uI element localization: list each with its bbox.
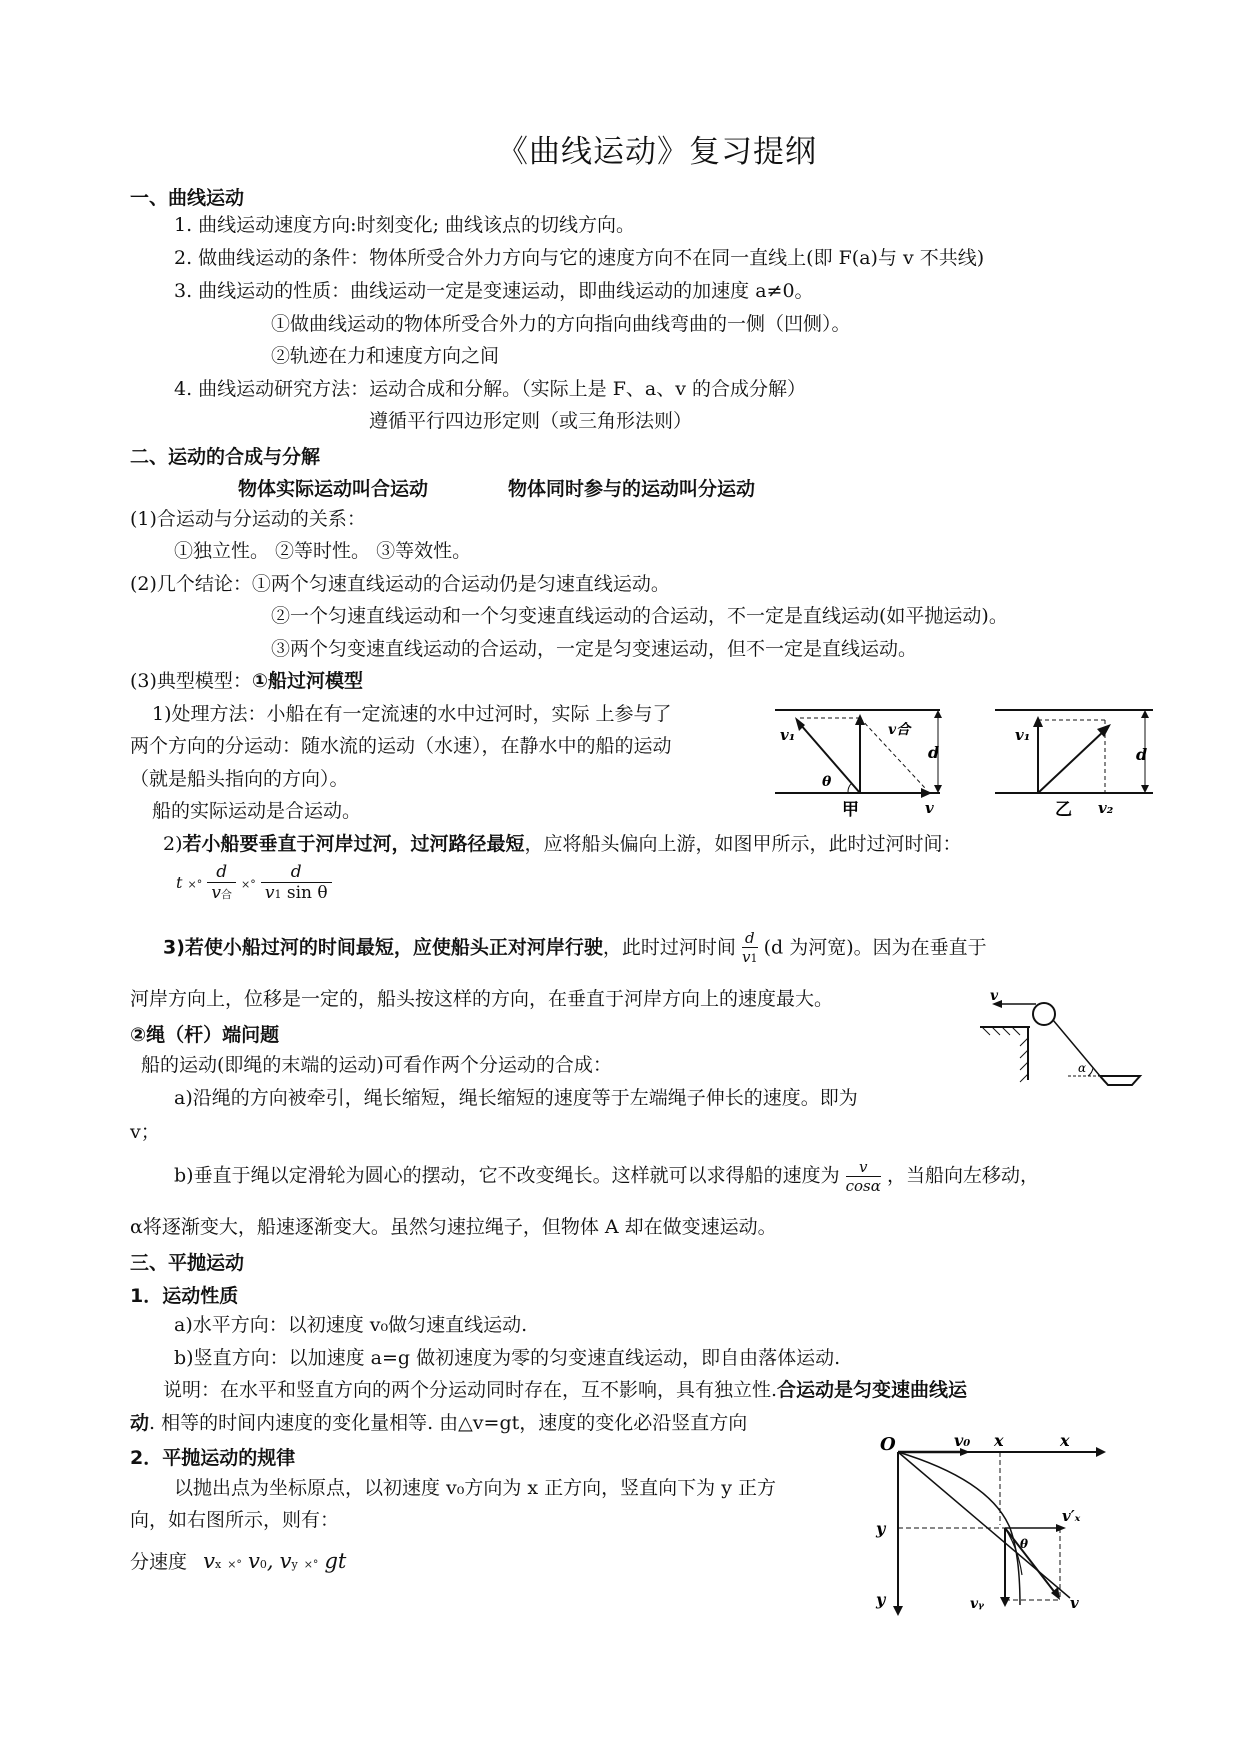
label-jia: 甲 xyxy=(842,800,859,820)
bold-definition-2: 物体同时参与的运动叫分运动 xyxy=(508,478,756,500)
sec3-note-2 xyxy=(130,1411,747,1435)
boat-line-1: 1)处理方法：小船在有一定流速的水中过河时，实际 上参与了 xyxy=(152,703,672,725)
sec2-p2: (2)几个结论：①两个匀速直线运动的合运动仍是匀速直线运动。 xyxy=(130,573,670,595)
proj-label-vy: vᵧ xyxy=(970,1596,984,1612)
note-bold: 合运动是匀变速曲线运 xyxy=(777,1379,968,1401)
f1-frac-1 xyxy=(207,862,236,905)
q3-bold: 3)若使小船过河的时间最短，应使船头正对河岸行驶 xyxy=(163,936,603,959)
proj-label-x2: x xyxy=(1060,1431,1070,1450)
q2-num: 2) xyxy=(163,833,183,855)
q3-note: (d 为河宽)。因为在垂直于 xyxy=(763,936,987,959)
sec3-subheading-1: 1．运动性质 xyxy=(130,1285,239,1307)
sec2-p2c: ③两个匀变速直线运动的合运动，一定是匀变速运动，但不一定是直线运动。 xyxy=(271,638,918,660)
proj-label-vpx: v′ₓ xyxy=(1062,1507,1081,1525)
rope-heading: ②绳（杆）端问题 xyxy=(130,1024,280,1046)
sec3-rule-2: 向，如右图所示，则有： xyxy=(130,1509,340,1531)
label-v1: v₁ xyxy=(780,726,796,744)
note2-rest: . 相等的时间内速度的变化量相等. 由△v=gt，速度的变化必沿竖直方向 xyxy=(149,1412,748,1434)
proj-label-v0: v₀ xyxy=(954,1431,971,1450)
vy-sub: y xyxy=(291,1558,298,1571)
sec3-subheading-2: 2．平抛运动的规律 xyxy=(130,1447,296,1469)
sec2-p1a: ①独立性。 ②等时性。 ③等效性。 xyxy=(174,540,472,562)
velocity-formula: 分速度 vx ×° v0, vy ×° gt xyxy=(130,1549,347,1573)
sec2-p2b: ②一个匀速直线运动和一个匀变速直线运动的合运动，不一定是直线运动(如平抛运动)。 xyxy=(271,605,1008,627)
rope-pulley-diagram xyxy=(970,990,1150,1100)
bold-definition-1: 物体实际运动叫合运动 xyxy=(238,478,429,500)
label-v1-yi: v₁ xyxy=(1015,726,1031,744)
f1-vsub: 合 xyxy=(220,888,232,901)
proj-label-O: O xyxy=(880,1434,896,1455)
f1-num2: d xyxy=(261,862,332,883)
note-pre: 说明：在水平和竖直方向的两个分运动同时存在，互不影响，具有独立性. xyxy=(163,1379,778,1401)
f1-v1sub: 1 xyxy=(274,888,282,901)
section-1-heading: 一、曲线运动 xyxy=(130,187,245,209)
f1-sin: sin θ xyxy=(286,883,328,903)
sec1-line-3: 3. 曲线运动的性质：曲线运动一定是变速运动，即曲线运动的加速度 a≠0。 xyxy=(174,280,814,302)
rope3-fraction xyxy=(846,1158,881,1195)
sec1-line-3a: ①做曲线运动的物体所受合外力的方向指向曲线弯曲的一侧（凹侧）。 xyxy=(271,313,851,335)
boat-diagram-yi xyxy=(993,700,1163,820)
boat-line-4: 船的实际运动是合运动。 xyxy=(152,800,362,822)
proj-label-v: v xyxy=(1070,1594,1079,1612)
p3-label: (3)典型模型： xyxy=(130,670,252,692)
q3-fraction: $\frac{d}{v1}$ xyxy=(742,929,758,966)
sec1-line-4a: 遵循平行四边形定则（或三角形法则） xyxy=(369,410,693,432)
q3-line xyxy=(163,929,987,968)
rope3-num: v xyxy=(846,1158,881,1177)
rope-line-4: α将逐渐变大，船速逐渐变大。虽然匀速拉绳子，但物体 A 却在做变速运动。 xyxy=(130,1216,777,1238)
f1-num: d xyxy=(207,862,236,883)
sec3-rule-1: 以抛出点为坐标原点，以初速度 v₀方向为 x 正方向，竖直向下为 y 正方 xyxy=(174,1477,776,1499)
boat-diagram-jia xyxy=(770,700,950,820)
sec2-p1: (1)合运动与分运动的关系： xyxy=(130,508,366,530)
label-vhe: v合 xyxy=(888,722,911,738)
q2-bold: 若小船要垂直于河岸过河，过河路径最短 xyxy=(182,833,525,855)
q2-rest: ，应将船头偏向上游，如图甲所示，此时过河时间： xyxy=(524,833,962,855)
velocity-label: 分速度 xyxy=(130,1551,188,1573)
sec3-b: b)竖直方向：以加速度 a=g 做初速度为零的匀变速直线运动，即自由落体运动. xyxy=(174,1347,841,1369)
v0: v xyxy=(247,1549,260,1573)
gt: gt xyxy=(324,1549,347,1573)
f1-t: t xyxy=(176,873,183,892)
label-d-yi: d xyxy=(1136,745,1148,764)
formula-crossing-time: t ×° $\frac{d}{\text{v合}}$ ×° $\frac{d}{\text{v1 sin θ}}$ xyxy=(176,862,332,905)
rope3-b: ，当船向左移动， xyxy=(886,1164,1039,1187)
proj-label-x: x xyxy=(994,1431,1004,1450)
boat-line-2: 两个方向的分运动：随水流的运动（水速），在静水中的船的运动 xyxy=(130,735,672,757)
rope-label-alpha: α xyxy=(1078,1061,1087,1075)
page-title: 《曲线运动》复习提纲 xyxy=(497,134,817,170)
rope-line-3 xyxy=(174,1158,1039,1195)
sec1-line-3b: ②轨迹在力和速度方向之间 xyxy=(271,345,500,367)
rope3-den: cosα xyxy=(845,1177,881,1195)
q3-rest: ，此时过河时间 xyxy=(602,936,736,959)
proj-label-y2: y xyxy=(876,1590,886,1609)
sec3-a: a)水平方向：以初速度 v₀做匀速直线运动. xyxy=(174,1314,528,1336)
sec2-p3 xyxy=(130,669,363,693)
vx: v xyxy=(203,1549,215,1573)
sec1-line-1: 1. 曲线运动速度方向:时刻变化; 曲线该点的切线方向。 xyxy=(174,214,636,236)
label-theta: θ xyxy=(822,774,832,790)
note2-bold: 动 xyxy=(130,1412,150,1434)
f1-v: v xyxy=(211,883,221,903)
section-3-heading: 三、平抛运动 xyxy=(130,1252,245,1274)
rope-line-1: 船的运动(即绳的末端的运动)可看作两个分运动的合成： xyxy=(141,1054,612,1076)
f1-frac-2 xyxy=(261,862,332,905)
label-v2: v₂ xyxy=(1098,799,1114,817)
q3-line-2: 河岸方向上，位移是一定的，船头按这样的方向，在垂直于河岸方向上的速度最大。 xyxy=(130,988,834,1010)
section-2-heading: 二、运动的合成与分解 xyxy=(130,446,321,468)
vx-sub: x xyxy=(214,1558,222,1571)
rope3-a: b)垂直于绳以定滑轮为圆心的摆动，它不改变绳长。这样就可以求得船的速度为 xyxy=(174,1164,840,1187)
vy: v xyxy=(279,1549,292,1573)
rope-line-2b: v； xyxy=(130,1121,160,1143)
v0-sub: 0 xyxy=(259,1558,267,1571)
label-yi: 乙 xyxy=(1055,800,1072,820)
f1-v1: v xyxy=(264,883,275,903)
proj-label-y: y xyxy=(876,1519,886,1538)
projectile-diagram xyxy=(870,1430,1110,1620)
sec3-note xyxy=(163,1378,967,1402)
sec1-line-4: 4. 曲线运动研究方法：运动合成和分解。（实际上是 F、a、v 的合成分解） xyxy=(174,378,806,400)
q2-line xyxy=(163,832,962,856)
label-v: v xyxy=(925,799,934,817)
p3-bold: ①船过河模型 xyxy=(251,670,364,692)
rope-line-2: a)沿绳的方向被牵引，绳长缩短，绳长缩短的速度等于左端绳子伸长的速度。即为 xyxy=(174,1087,858,1109)
proj-label-theta: θ xyxy=(1020,1537,1029,1551)
rope-label-v: v xyxy=(990,990,999,1004)
label-d: d xyxy=(928,743,940,762)
sec1-line-2: 2. 做曲线运动的条件：物体所受合外力方向与它的速度方向不在同一直线上(即 F(a)与 v 不共线) xyxy=(174,247,985,269)
boat-line-3: （就是船头指向的方向）。 xyxy=(130,768,349,790)
